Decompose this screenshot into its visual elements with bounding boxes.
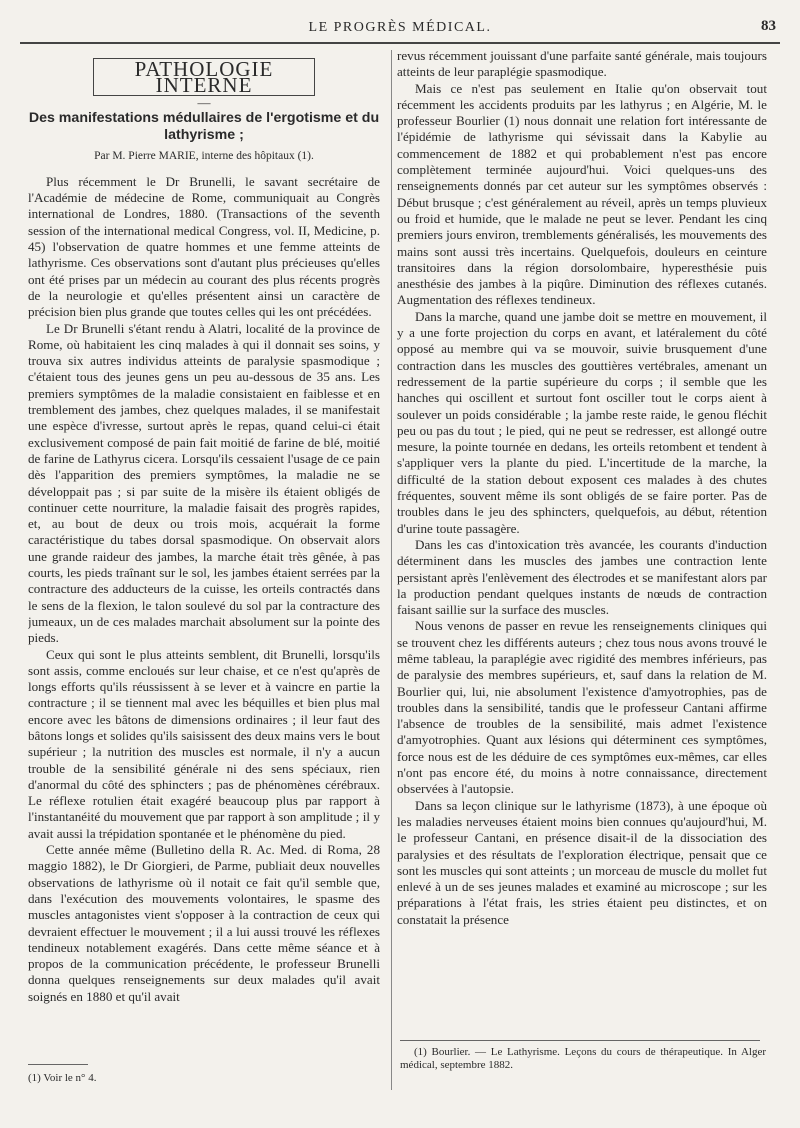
left-column — [28, 48, 380, 1088]
page-number: 83 — [761, 18, 776, 34]
running-head — [20, 16, 780, 42]
paragraph: revus récemment jouissant d'une parfaite santé générale, mais toujours atteints de leur paraplégie spasmodique. — [397, 48, 767, 80]
article-title: Des manifestations médullaires de l'ergotisme et du lathyrisme ; — [28, 109, 380, 143]
right-column — [397, 48, 767, 1038]
paragraph: Plus récemment le Dr Brunelli, le savant secrétaire de l'Académie de médecine de Rome, communiquait au Congrès international de Londres, 1880. (Transactions of the seventh session of the international medical Congress, vol. II, Medicine, p. 45) l'observation de quatre hommes et une femme atteints de lathyrisme. Ces observations sont d'autant plus précieuses qu'elles ont été prises par un médecin au courant des plus récents progrès de la neurologie et qu'elles présentent ainsi un caractère de précision bien plus grande que toutes celles qui les ont précédées. — [28, 173, 380, 320]
paragraph: Cette année même (Bulletino della R. Ac. Med. di Roma, 28 maggio 1882), le Dr Giorgieri, de Parme, publiait deux nouvelles observations de lathyrisme où il notait ce fait qu'il semble que, dans l'exécution des mouvements volontaires, le spasme des muscles antagonistes vient s'opposer à la contraction de ceux qui devraient effectuer le mouvement ; il a lui aussi trouvé les réflexes tendineux notablement exagérés. Dans cette même séance et à propos de la communication précédente, le professeur Brunelli donna quelques renseignements sur deux malades qu'il avait soignés en 1880 et qu'il avait — [28, 842, 380, 1004]
paragraph: Dans les cas d'intoxication très avancée, les courants d'induction déterminent dans les muscles des jambes une contraction lente persistant après l'enlèvement des électrodes et se manifestant alors par la production pendant quelques instants de nœuds de contraction faisant saillie sur la surface des muscles. — [397, 536, 767, 618]
paragraph: Le Dr Brunelli s'étant rendu à Alatri, localité de la province de Rome, où habitaient les cinq malades à qui il donnait ses soins, y trouva six autres individus atteints de paralysie spasmodique ; c'étaient tous des jeunes gens un peu au-dessous de 35 ans. Les premiers symptômes de la maladie consistaient en faiblesse et en tremblement des jambes, chez quelques malades, il se manifestait une espèce d'ivresse, surtout après le repas, quand celui-ci était exclusivement composé de pain fait moitié de farine de blé, moitié de farine de Lathyrus cicera. Lorsqu'ils cessaient l'usage de ce pain dès l'apparition des premiers symptômes, la maladie ne se développait pas ; si par suite de la misère ils étaient obligés de continuer cette nourriture, la maladie faisait des progrès rapides, et, au bout de deux ou trois mois, acquérait la forme caractéristique du tabes dorsal spasmodique. On observait alors une grande raideur des jambes, la marche était très gênée, à pas courts, les pieds traînant sur le sol, les jambes étaient serrées par la contracture des adducteurs de la cuisse, les orteils contractés dans le sens de la flexion, le talon soulevé du sol par la contracture des jumeaux, un de ces malades marchait absolument sur la pointe des pieds. — [28, 320, 380, 646]
running-title: LE PROGRÈS MÉDICAL. — [308, 20, 492, 35]
paragraph: Ceux qui sont le plus atteints semblent, dit Brunelli, lorsqu'ils sont assis, comme encloués sur leur chaise, et ce n'est qu'après de longs efforts qu'ils réussissent à se lever et à vaincre en partie la contracture ; il se tiennent mal avec les béquilles et bien plus mal encore avec les bâtons de dimensions ordinaires ; il leur faut des bâtons longs et solides qu'ils saisissent des deux mains vers le bout supérieur ; la nutrition des muscles est normale, il n'y a aucun trouble de la sensibilité générale ni des sens spéciaux, rien d'anormal du côté des sphincters ; pas de phénomènes cérébraux. Le réflexe rotulien était exagéré beaucoup plus par rapport à l'instantanéité du mouvement que par rapport à son amplitude ; il y avait aussi la trépidation spontanée et le phénomène du pied. — [28, 646, 380, 841]
section-title: PATHOLOGIE INTERNE — [93, 58, 315, 96]
footnote-rule — [400, 1040, 760, 1041]
header-rule — [20, 42, 780, 44]
paragraph: Mais ce n'est pas seulement en Italie qu'on observait tout récemment les accidents produits par les lathyrus ; en Algérie, M. le professeur Bourlier (1) nous donnait une relation fort intéressante de l'épidémie de lathyrisme qui sévissait dans la Kabylie au commencement de 1882 et qui probablement n'est pas encore complètement terminée aujourd'hui. Voici quelques-uns des renseignements donnés par cet auteur sur les symptômes observés : Début brusque ; c'est généralement au réveil, après un temps pluvieux ou froid et humide, que le malade ne peut se lever. Pendant les cinq premiers jours environ, tremblements généralisés, les mouvements des mains sont aussi très incertains. Quelquefois, douleurs en ceinture transitoires dans la région dorsolombaire, hyperesthésie puis anesthésie des jambes à la piqûre. Diminution des réflexes cutanés. Augmentation des réflexes tendineux. — [397, 80, 767, 308]
paragraph: Nous venons de passer en revue les renseignements cliniques qui se trouvent chez les différents auteurs ; chez tous nous avons trouvé le même tableau, la paraplégie avec rigidité des membres inférieurs, pas de paralysie des membres supérieurs, et, sauf dans la relation de M. Bourlier qui, lui, nie absolument l'existence d'amyotrophies, pas de troubles dans la sensibilité, tandis que le professeur Cantani affirme l'absence de troubles de la sensibilité, mais admet l'existence d'amyotrophies. Quant aux lésions qui déterminent ces symptômes, force nous est de les déduire de ces symptômes eux-mêmes, car elles n'ont pas encore été, du moins à notre connaissance, directement observées à l'autopsie. — [397, 618, 767, 797]
column-divider — [391, 50, 392, 1090]
footnote-right: (1) Bourlier. — Le Lathyrisme. Leçons du cours de thérapeutique. In Alger médical, septembre 1882. — [400, 1046, 766, 1071]
paragraph: Dans la marche, quand une jambe doit se mettre en mouvement, il y a une forte projection du corps en avant, et latéralement du côté opposé au membre qui va se mouvoir, suivie brusquement d'une contraction dans les muscles des gouttières vertébrales, amenant un redressement de la partie supérieure du corps ; il semble que les hanches qui oscillent et surtout font osciller tout le corps aient à soulever un poids considérable ; la jambe reste raide, le genou fléchit peu ou pas du tout ; le pied, qui ne peut se redresser, est allongé outre mesure, la pointe tournée en dedans, les orteils retombent et tendent à s'appliquer vers la plante du pied. L'incertitude de la marche, la difficulté de la station debout exposent ces malades à des chutes fréquentes, souvent même ils sont obligés de se faire porter. Pas de troubles dans le jeu des sphincters, quelquefois, au début, rétention d'urine toute passagère. — [397, 308, 767, 536]
footnote-rule — [28, 1064, 88, 1065]
title-dash: — — [197, 94, 211, 110]
byline: Par M. Pierre MARIE, interne des hôpitaux (1). — [94, 149, 314, 162]
footnote-left: (1) Voir le n° 4. — [28, 1072, 97, 1084]
paragraph: Dans sa leçon clinique sur le lathyrisme (1873), à une époque où les maladies nerveuses étaient moins bien connues qu'aujourd'hui, M. le professeur Cantani, en présence disait-il de la dissociation des paralysies et des résultats de l'exploration électrique, pensait que ce sont les muscles qui sont atteints ; un morceau de muscle du mollet fut enlevé à un de ses jeunes malades et examiné au microscope ; sur les préparations à l'état frais, les stries étaient peu distinctes, et on constatait la présence — [397, 797, 767, 927]
